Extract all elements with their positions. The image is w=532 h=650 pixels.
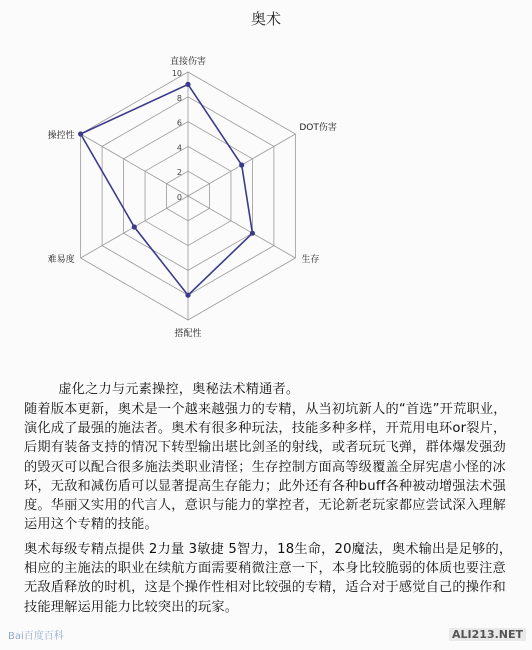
site-watermark: ALI213.NET (449, 628, 526, 641)
tick-label: 8 (176, 93, 182, 103)
tick-label: 0 (176, 193, 182, 202)
tick-label: 2 (176, 168, 182, 178)
axis-label: 难易度 (47, 255, 75, 265)
chart-title: 奥术 (250, 10, 281, 28)
tick-label: 6 (176, 118, 182, 128)
axis-label: 直接伤害 (169, 57, 207, 67)
data-point (250, 231, 255, 236)
grid-spoke (188, 196, 295, 258)
intro-paragraph: 虚化之力与元素操控，奥秘法术精通者。 (58, 382, 300, 397)
axis-label: DOT伤害 (299, 123, 337, 133)
data-point (185, 293, 190, 298)
baidu-watermark: Bai百度百科 (8, 631, 64, 642)
grid-spoke (81, 134, 188, 196)
tick-label: 4 (176, 143, 182, 153)
stats-paragraph: 奥术每级专精点提供 2力量 3敏捷 5智力，18生命，20魔法，奥术输出是足够的，相应的主施法的职业在续航方面需要稍微注意一下，本身比较脆弱的体质也要注意无敌盾释放的时机，这是个操作性相对比较强的专精，适合对于感觉自己的操作和技能理解运用能力比较突出的玩家。 (24, 542, 513, 615)
axis-label: 生存 (301, 255, 320, 265)
data-point (78, 131, 83, 136)
tick-label: 10 (171, 69, 182, 78)
data-point (132, 224, 137, 229)
axis-label: 搭配性 (174, 329, 202, 339)
data-point (185, 82, 190, 87)
description-paragraph: 随着版本更新，奥术是一个越来越强力的专精，从当初坑新人的“首选”开荒职业，演化成了最强的施法者。奥术有很多种玩法，技能多种多样，开荒用电环or裂片，后期有装备支持的情况下转型输出堪比剑圣的射线，或者玩玩飞弹，群体爆发强劲的毁灭可以配合很多施法类职业清怪；生存控制方面高等级覆盖全屏宪虐小怪的冰环，无敌和减伤盾可以显著提高生存能力；此外还有各种buff各种被动增强法术强度。华丽又实用的代言人，意识与能力的掌控者，无论新老玩家都应尝试深入理解运用这个专精的技能。 (24, 402, 507, 533)
axis-label: 操控性 (47, 131, 75, 141)
data-point (239, 162, 244, 167)
